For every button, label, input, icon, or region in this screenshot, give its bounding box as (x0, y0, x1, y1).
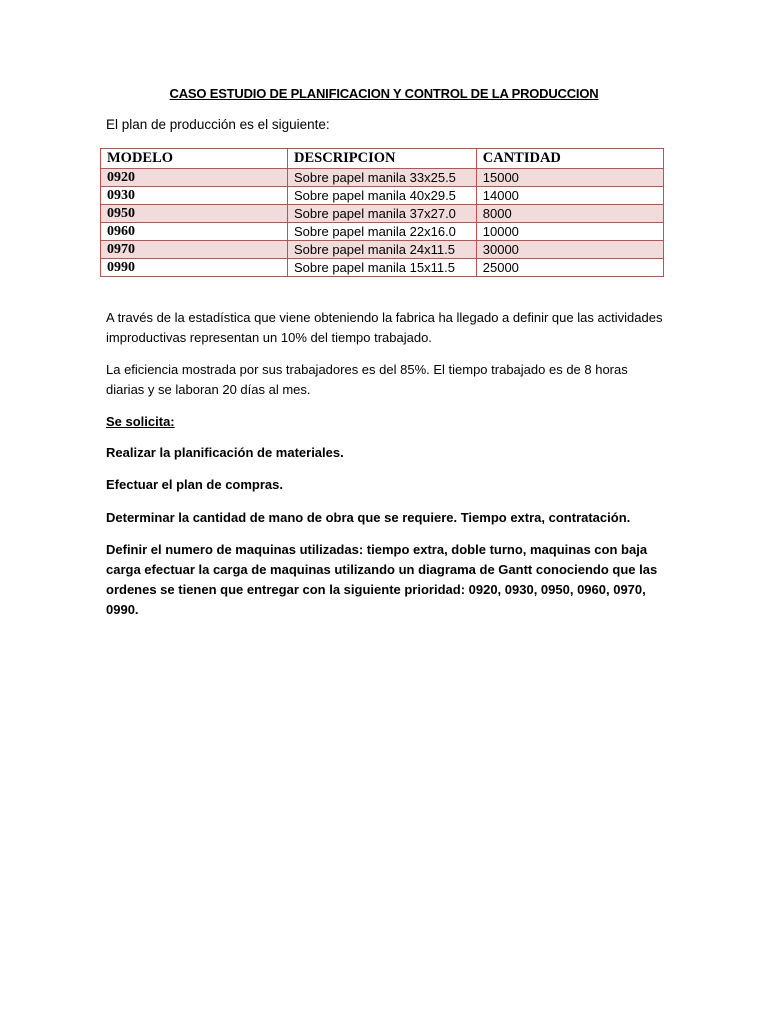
table-header-row (101, 149, 664, 169)
cell-modelo: 0970 (101, 241, 288, 259)
cell-descripcion: Sobre papel manila 15x11.5 (288, 259, 477, 277)
task-labor-requirements: Determinar la cantidad de mano de obra que se requiere. Tiempo extra, contratación. (106, 510, 631, 525)
paragraph-improductive-activities: A través de la estadística que viene obteniendo la fabrica ha llegado a definir que las actividades improductivas representan un 10% del tiempo trabajado. (106, 310, 663, 345)
cell-descripcion: Sobre papel manila 33x25.5 (288, 169, 477, 187)
task-materials-planning: Realizar la planificación de materiales. (106, 445, 344, 460)
paragraph-efficiency: La eficiencia mostrada por sus trabajadores es del 85%. El tiempo trabajado es de 8 horas diarias y se laboran 20 días al mes. (106, 362, 628, 397)
table-row (101, 223, 664, 241)
table-row (101, 259, 664, 277)
cell-modelo: 0920 (101, 169, 288, 187)
intro-text: El plan de producción es el siguiente: (106, 117, 330, 132)
cell-descripcion: Sobre papel manila 37x27.0 (288, 205, 477, 223)
cell-modelo: 0950 (101, 205, 288, 223)
cell-descripcion: Sobre papel manila 22x16.0 (288, 223, 477, 241)
task-purchase-plan: Efectuar el plan de compras. (106, 477, 284, 492)
cell-modelo: 0930 (101, 187, 288, 205)
header-modelo: MODELO (101, 149, 288, 169)
cell-cantidad: 15000 (476, 169, 663, 187)
cell-cantidad: 14000 (476, 187, 663, 205)
cell-cantidad: 8000 (476, 205, 663, 223)
table-row (101, 187, 664, 205)
cell-cantidad: 25000 (476, 259, 663, 277)
cell-cantidad: 30000 (476, 241, 663, 259)
cell-descripcion: Sobre papel manila 40x29.5 (288, 187, 477, 205)
task-machines-gantt: Definir el numero de maquinas utilizadas: tiempo extra, doble turno, maquinas con baja carga efectuar la carga de maquinas utilizando un diagrama de Gantt conociendo que las ordenes se tienen que entregar con la siguiente prioridad: 0920, 0930, 0950, 0960, 0970, 0990. (106, 542, 658, 617)
cell-modelo: 0960 (101, 223, 288, 241)
table-row (101, 205, 664, 223)
request-heading: Se solicita: (106, 414, 175, 429)
cell-modelo: 0990 (101, 259, 288, 277)
production-plan-table (100, 148, 664, 277)
cell-cantidad: 10000 (476, 223, 663, 241)
header-descripcion: DESCRIPCION (288, 149, 477, 169)
header-cantidad: CANTIDAD (476, 149, 663, 169)
table-row (101, 241, 664, 259)
table-row (101, 169, 664, 187)
document-title: CASO ESTUDIO DE PLANIFICACION Y CONTROL DE LA PRODUCCION (169, 86, 599, 101)
cell-descripcion: Sobre papel manila 24x11.5 (288, 241, 477, 259)
